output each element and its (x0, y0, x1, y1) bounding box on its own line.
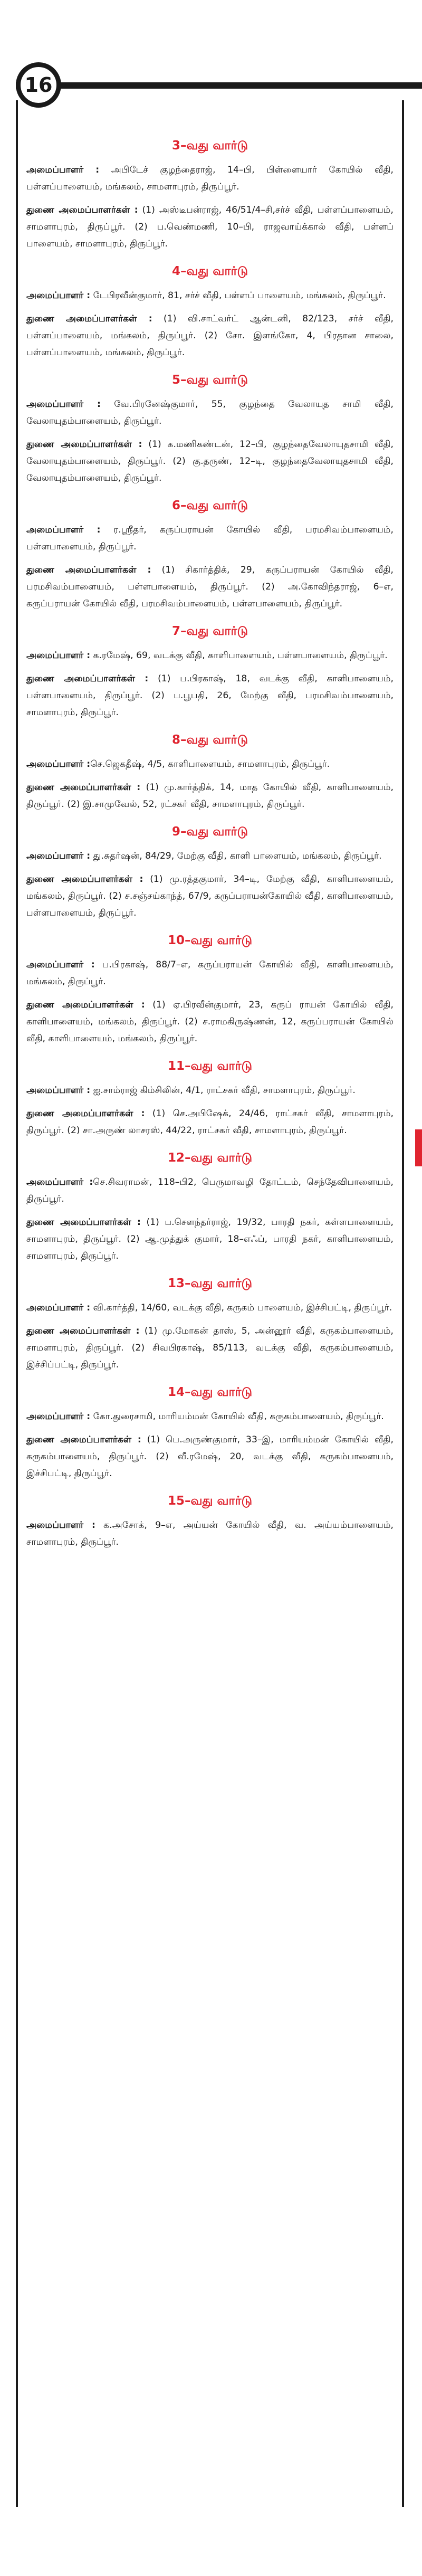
ward-title: 9–வது வார்டு (171, 825, 248, 839)
chairman-label: அமைப்பாளர் : (26, 650, 91, 661)
ward-title: 15–வது வார்டு (167, 1494, 253, 1508)
chairman-details: ப.பிரகாஷ், 88/7–எ, கருப்பராயன் கோயில் வீதி, காளிபாளையம், மங்கலம், திருப்பூர். (26, 959, 394, 987)
deputies-label: துணை அமைப்பாளர்கள் : (26, 313, 152, 324)
ward-title: 14–வது வார்டு (167, 1385, 253, 1399)
deputies-entry (26, 1214, 394, 1265)
page-number-badge (16, 62, 61, 108)
ward-section (26, 1148, 394, 1265)
deputies-details: (1) அஸ்டீபன்ராஜ், 46/51/4–சி,சர்ச் வீதி, பள்ளப்பாளையம், சாமளாபுரம், திருப்பூர். (2) ப.வெண்மணி, 10–பி, ராஜவாய்க்கால் வீதி, பள்ளப் பாளையம், சாமளாபுரம், திருப்பூர். (26, 205, 394, 249)
chairman-details: கோ.துரைசாமி, மாரியம்மன் கோயில் வீதி, கருகம்பாளையம், திருப்பூர். (90, 1411, 384, 1422)
chairman-entry (26, 1408, 394, 1425)
chairman-details: வி.கார்த்தி, 14/60, வடக்கு வீதி, கருகம் பாளையம், இச்சிபட்டி, திருப்பூர். (90, 1303, 392, 1313)
chairman-entry (26, 1517, 394, 1551)
ward-title: 11–வது வார்டு (167, 1059, 253, 1073)
header-rule (16, 82, 422, 89)
deputies-label: துணை அமைப்பாளர்கள் : (26, 782, 141, 793)
chairman-entry (26, 956, 394, 990)
deputies-entry (26, 670, 394, 721)
chairman-label: அமைப்பாளர் : (26, 851, 91, 861)
chairman-details: வே.பிரனேஷ்குமார், 55, குழந்தை வேலாயுத சாமி வீதி, வேலாயுதம்பாளையம், திருப்பூர். (26, 399, 394, 426)
ward-title: 8–வது வார்டு (171, 733, 248, 747)
chairman-entry (26, 287, 394, 304)
ward-section (26, 1274, 394, 1373)
deputies-label: துணை அமைப்பாளர்கள் : (26, 1108, 145, 1119)
deputies-entry (26, 1431, 394, 1482)
ward-title: 4–வது வார்டு (171, 264, 248, 278)
deputies-entry (26, 1323, 394, 1373)
deputies-details: (1) ஏ.பிரவீன்குமார், 23, கருப் ராயன் கோயில் வீதி, காளிபாளையம், மங்கலம், திருப்பூர். (2) ச.ராமகிருஷ்ணன், 12, கருப்பராயன் கோயில் வீதி, காளிபாளையம், மங்கலம், திருப்பூர். (26, 1000, 394, 1044)
deputies-entry (26, 202, 394, 252)
deputies-label: துணை அமைப்பாளர்கள் : (26, 673, 149, 684)
chairman-label: அமைப்பாளர் : (26, 1520, 95, 1531)
chairman-label: அமைப்பாளர் : (26, 1177, 93, 1187)
deputies-label: துணை அமைப்பாளர்கள் : (26, 1000, 145, 1010)
ward-title: 7–வது வார்டு (171, 624, 248, 638)
deputies-details: (1) சிகார்த்திக், 29, கருப்பராயன் கோயில் வீதி, பரமசிவம்பாளையம், பள்ளபாளையம், திருப்பூர். (2) அ.கோவிந்தராஜ், 6–எ, கருப்பராயன் கோயில் வீதி, பரமசிவம்பாளையம், பள்ளபாளையம், திருப்பூர். (26, 565, 394, 609)
chairman-entry (26, 756, 394, 773)
deputies-label: துணை அமைப்பாளர்கள் : (26, 565, 151, 575)
deputies-details: (1) வி.சாட்வர்ட் ஆன்டனி, 82/123, சர்ச் வீதி, பள்ளப்பாளையம், மங்கலம், திருப்பூர். (2) சோ. இளங்கோ, 4, பிரதான சாலை, பள்ளப்பாளையம், மங்கலம், திருப்பூர். (26, 313, 394, 358)
deputies-entry (26, 1105, 394, 1139)
ward-section (26, 1491, 394, 1551)
chairman-details: அபிடேச் குழந்தைராஜ், 14–பி, பிள்ளையார் கோயில் வீதி, பள்ளப்பாளையம், மங்கலம், சாமளாபுரம், திருப்பூர். (26, 165, 394, 192)
chairman-label: அமைப்பாளர் : (26, 959, 95, 970)
chairman-label: அமைப்பாளர் : (26, 1303, 91, 1313)
ward-section (26, 262, 394, 361)
deputies-entry (26, 310, 394, 361)
chairman-details: க.அசோக், 9–எ, அய்யன் கோயில் வீதி, வ. அய்யம்பாளையம், சாமளாபுரம், திருப்பூர். (26, 1520, 394, 1547)
ward-title: 5–வது வார்டு (171, 373, 248, 387)
ward-list (26, 136, 394, 1560)
chairman-entry (26, 1174, 394, 1208)
chairman-details: செ.சிவராமன், 118–பி2, பெருமாவழி தோட்டம், செந்தேவிபாளையம், திருப்பூர். (26, 1177, 394, 1204)
ward-title: 6–வது வார்டு (171, 499, 248, 512)
chairman-entry (26, 1082, 394, 1099)
deputies-label: துணை அமைப்பாளர்கள் : (26, 1326, 140, 1336)
deputies-details: (1) மு.மோகன் தாஸ், 5, அன்னூர் வீதி, கருகம்பாளையம், சாமளாபுரம், திருப்பூர். (2) சிவபிரகாஷ், 85/113, வடக்கு வீதி, கருகம்பாளையம், இச்சிப்பட்டி, திருப்பூர். (26, 1326, 394, 1370)
chairman-details: ஐ.சாம்ராஜ் கிம்சிலின், 4/1, ராட்சகர் வீதி, சாமளாபுரம், திருப்பூர். (90, 1085, 356, 1096)
deputies-label: துணை அமைப்பாளர்கள் : (26, 874, 143, 885)
chairman-label: அமைப்பாளர் : (26, 759, 91, 769)
deputies-details: (1) செ.அபிஷேக், 24/46, ராட்சகர் வீதி, சாமளாபுரம், திருப்பூர். (2) சா.அருண் லாசரஸ், 44/22, ராட்சகர் வீதி, சாமளாபுரம், திருப்பூர். (26, 1108, 394, 1136)
ward-section (26, 136, 394, 252)
chairman-entry (26, 647, 394, 664)
chairman-entry (26, 848, 394, 864)
ward-section (26, 496, 394, 612)
ward-section (26, 931, 394, 1047)
adjacent-column-marker (415, 1129, 422, 1166)
deputies-details: (1) க.மணிகண்டன், 12–பி, குழந்தைவேலாயுதசாமி வீதி, வேலாயுதம்பாளையம், திருப்பூர். (2) கு.தருண், 12–டி, குழந்தைவேலாயுதசாமி வீதி, வேலாயுதம்பாளையம், திருப்பூர். (26, 439, 394, 483)
chairman-entry (26, 1299, 394, 1316)
deputies-details: (1) மு.ரத்தகுமார், 34–டி, மேற்கு வீதி, காளிபாளையம், மங்கலம், திருப்பூர். (2) ச.சஞ்சய்காந்த், 67/9, கருப்பராயன்கோயில் வீதி, காளிபாளையம், பள்ளபாளையம், திருப்பூர். (26, 874, 394, 918)
deputies-entry (26, 779, 394, 813)
deputies-details: (1) மு.கார்த்திக், 14, மாத கோயில் வீதி, காளிபாளையம், திருப்பூர். (2) இ.சாமுவேல், 52, ரட்சகர் வீதி, சாமளாபுரம், திருப்பூர். (26, 782, 394, 810)
chairman-details: டேபிரவீன்குமார், 81, சர்ச் வீதி, பள்ளப் பாளையம், மங்கலம், திருப்பூர். (90, 290, 386, 301)
deputies-details: (1) ப.சௌந்தர்ராஜ், 19/32, பாரதி நகர், கள்ளபாளையம், சாமளாபுரம், திருப்பூர். (2) ஆ.முத்துக் குமார், 18–எஃப், பாரதி நகர், காளிபாளையம், சாமளாபுரம், திருப்பூர். (26, 1217, 394, 1261)
deputies-label: துணை அமைப்பாளர்கள் : (26, 1217, 141, 1228)
page-number: 16 (24, 73, 53, 97)
deputies-entry (26, 996, 394, 1047)
chairman-entry (26, 396, 394, 430)
ward-section (26, 1057, 394, 1139)
chairman-details: து.சுதர்ஷன், 84/29, மேற்கு வீதி, காளி பாளையம், மங்கலம், திருப்பூர். (90, 851, 382, 861)
ward-section (26, 622, 394, 721)
deputies-details: (1) பெ.அருண்குமார், 33–இ, மாரியம்மன் கோயில் வீதி, கருகம்பாளையம், திருப்பூர். (2) வீ.ரமேஷ், 20, வடக்கு வீதி, கருகம்பாளையம், இச்சிபட்டி, திருப்பூர். (26, 1434, 394, 1479)
deputies-entry (26, 436, 394, 487)
ward-title: 10–வது வார்டு (167, 934, 253, 947)
chairman-entry (26, 521, 394, 555)
ward-section (26, 1383, 394, 1482)
chairman-label: அமைப்பாளர் : (26, 1085, 91, 1096)
ward-section (26, 822, 394, 921)
deputies-label: துணை அமைப்பாளர்கள் : (26, 439, 142, 450)
chairman-label: அமைப்பாளர் : (26, 525, 101, 535)
chairman-label: அமைப்பாளர் : (26, 1411, 91, 1422)
chairman-label: அமைப்பாளர் : (26, 165, 100, 175)
chairman-entry (26, 161, 394, 195)
deputies-label: துணை அமைப்பாளர்கள் : (26, 205, 138, 215)
ward-section (26, 370, 394, 487)
deputies-entry (26, 871, 394, 921)
ward-title: 12–வது வார்டு (167, 1151, 253, 1165)
chairman-details: க.ரமேஷ், 69, வடக்கு வீதி, காளிபாளையம், பள்ளபாளையம், திருப்பூர். (90, 650, 388, 661)
chairman-label: அமைப்பாளர் : (26, 399, 101, 410)
deputies-entry (26, 562, 394, 612)
deputies-label: துணை அமைப்பாளர்கள் : (26, 1434, 141, 1445)
ward-title: 13–வது வார்டு (167, 1277, 253, 1290)
chairman-label: அமைப்பாளர் : (26, 290, 91, 301)
deputies-details: (1) ப.பிரகாஷ், 18, வடக்கு வீதி, காளிபாளையம், பள்ளபாளையம், திருப்பூர். (2) ப.பூபதி, 26, மேற்கு வீதி, பரமசிவம்பாளையம், சாமளாபுரம், திருப்பூர். (26, 673, 394, 718)
ward-section (26, 730, 394, 813)
ward-title: 3–வது வார்டு (171, 139, 248, 153)
chairman-details: செ.ஜெகதீஷ், 4/5, காளிபாளையம், சாமளாபுரம், திருப்பூர். (90, 759, 330, 769)
chairman-details: ர.ஸ்ரீதர், கருப்பராயன் கோயில் வீதி, பரமசிவம்பாளையம், பள்ளபாளையம், திருப்பூர். (26, 525, 394, 552)
